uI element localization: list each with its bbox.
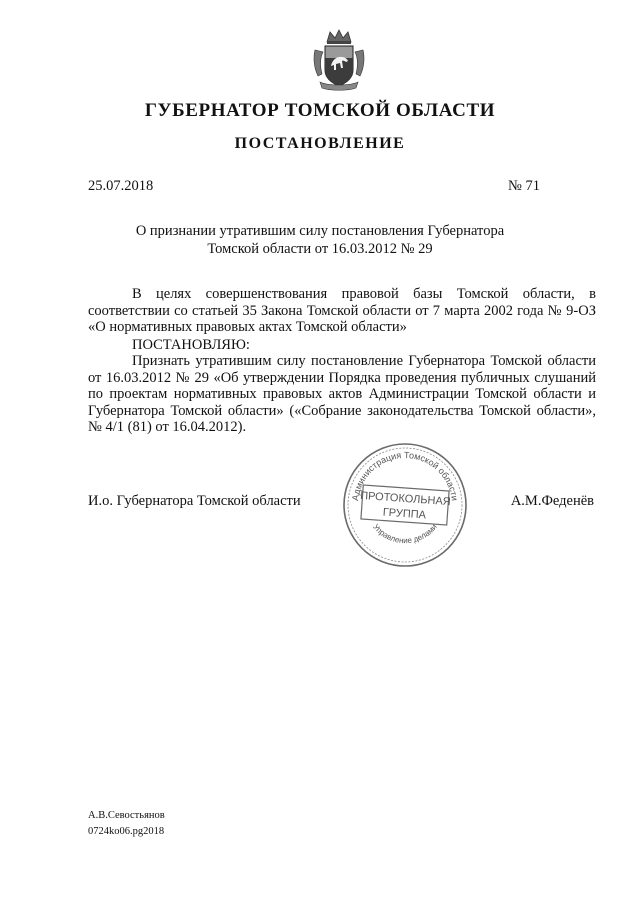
stamp-text-line-2: ГРУППА [382, 506, 427, 522]
signatory-position: И.о. Губернатора Томской области [88, 493, 301, 509]
coat-of-arms-icon [312, 28, 366, 94]
issuer-title: ГУБЕРНАТОР ТОМСКОЙ ОБЛАСТИ [144, 100, 496, 121]
stamp-text-line-1: ПРОТОКОЛЬНАЯ [359, 489, 452, 509]
clause-paragraph: Признать утратившим силу постановление Губернатора Томской области от 16.03.2012 № 29 «Об утверждении Порядка проведения публичных слушаний по проектам нормативных правовых актов Администрации Томской области и Губернатора Томской области» («Собрание законодательства Томской области», № 4/1 (81) от 16.04.2012). [88, 353, 596, 436]
document-type: ПОСТАНОВЛЕНИЕ [234, 135, 406, 152]
preamble-paragraph: В целях совершенствования правовой базы Томской области, в соответствии со статьей 35 Закона Томской области от 7 марта 2002 года № 9-ОЗ «О нормативных правовых актах Томской области» [88, 286, 596, 336]
executor-name: А.В.Севостьянов [88, 810, 165, 821]
subject-line-1: О признании утратившим силу постановления Губернатора [135, 223, 505, 239]
seal-stamp-icon [340, 440, 470, 570]
decree-word: ПОСТАНОВЛЯЮ: [132, 337, 250, 353]
subject-line-2: Томской области от 16.03.2012 № 29 [207, 241, 433, 257]
svg-text:Управление делами [371, 522, 439, 545]
document-subject [0, 222, 640, 258]
file-reference: 0724ko06.pg2018 [88, 826, 165, 837]
signatory-name: А.М.Феденёв [510, 493, 594, 509]
document-number: № 71 [508, 178, 540, 194]
document-date: 25.07.2018 [88, 178, 154, 194]
stamp-ring-bottom: Управление делами [371, 522, 439, 546]
stamp-ring-top: Администрация Томской области [350, 449, 460, 502]
